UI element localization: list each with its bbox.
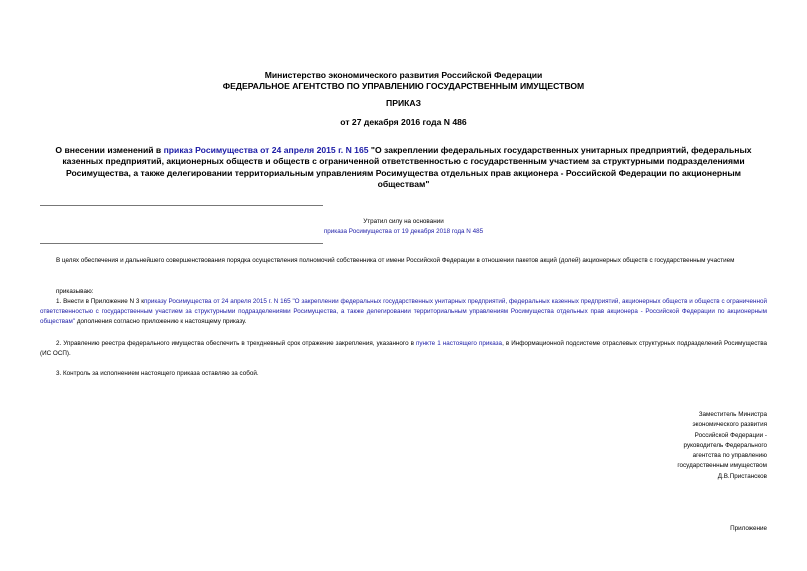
ministry-name: Министерство экономического развития Российской Федерации	[264, 70, 543, 80]
signature-line-3: Российской Федерации -	[694, 431, 767, 439]
document-header	[0, 70, 807, 92]
signature-line-5: агентства по управлению	[692, 452, 767, 460]
signature-block	[600, 410, 767, 482]
signature-line-6: государственным имуществом	[677, 462, 767, 470]
item-2-clause-link[interactable]: пункте 1 настоящего приказа	[416, 340, 503, 347]
item-1-paragraph	[40, 297, 767, 327]
signature-line-2: экономического развития	[692, 421, 767, 429]
item-2-prefix: 2. Управлению реестра федерального имущества обеспечить в трехдневный срок отражение закрепления, указанного в	[56, 340, 416, 347]
signature-line-1: Заместитель Министра	[698, 411, 767, 418]
item-2-suffix: , в Информационной подсистеме отраслевых структурных подразделений Росимущества (ИС ОСП).	[40, 340, 767, 357]
divider-top	[40, 205, 323, 206]
agency-name: ФЕДЕРАЛЬНОЕ АГЕНТСТВО ПО УПРАВЛЕНИЮ ГОСУДАРСТВЕННЫМ ИМУЩЕСТВОМ	[222, 81, 585, 91]
subject-order-link[interactable]: приказ Росимущества от 24 апреля 2015 г. N 165	[163, 145, 369, 155]
item-1-order-link[interactable]: приказу Росимущества от 24 апреля 2015 г. N 165 "О закреплении федеральных государственных унитарных предприятий, федеральных казенных предприятий, акционерных обществ и обществ с ограниченной ответственностью с государственным участием за структурными подразделениями Росимущества, а также делегировании территориальным управлениям Росимущества отдельных прав акционера - Российской Федерации по акционерным обществам"	[40, 298, 767, 325]
status-note	[0, 217, 807, 237]
subject-rest: "О закреплении федеральных государственных унитарных предприятий, федеральных казенных предприятий, акционерных обществ и обществ с ограниченной ответственностью с государственным участием за структурными подразделениями Росимущества, а также делегировании территориальным управлениям Росимущества отдельных прав акционера - Российской Федерации по акционерным обществам"	[62, 145, 752, 189]
status-order-link[interactable]: приказа Росимущества от 19 декабря 2018 года N 485	[323, 228, 484, 235]
subject-prefix: О внесении изменений в	[55, 145, 164, 155]
item-2-paragraph	[40, 339, 767, 359]
doc-subject	[40, 145, 767, 190]
signatory-name: Д.В.Пристансков	[717, 472, 767, 480]
item-1-suffix: дополнения согласно приложению к настоящему приказу.	[75, 318, 247, 325]
appendix-label: Приложение	[730, 525, 767, 532]
item-3-paragraph: 3. Контроль за исполнением настоящего приказа оставляю за собой.	[56, 370, 259, 377]
divider-bottom	[40, 243, 323, 244]
doc-type: ПРИКАЗ	[386, 98, 421, 108]
status-line: Утратил силу на основании	[363, 218, 444, 225]
item-1-prefix: 1. Внести в Приложение N 3 к	[56, 298, 144, 305]
signature-line-4: руководитель Федерального	[683, 441, 767, 449]
order-word: приказываю:	[56, 288, 94, 295]
preamble-paragraph: В целях обеспечения и дальнейшего совершенствования порядка осуществления полномочий собственника от имени Российской Федерации в отношении пакетов акций (долей) акционерных обществ с государственным участием	[56, 257, 735, 264]
doc-date-number: от 27 декабря 2016 года N 486	[340, 117, 467, 127]
